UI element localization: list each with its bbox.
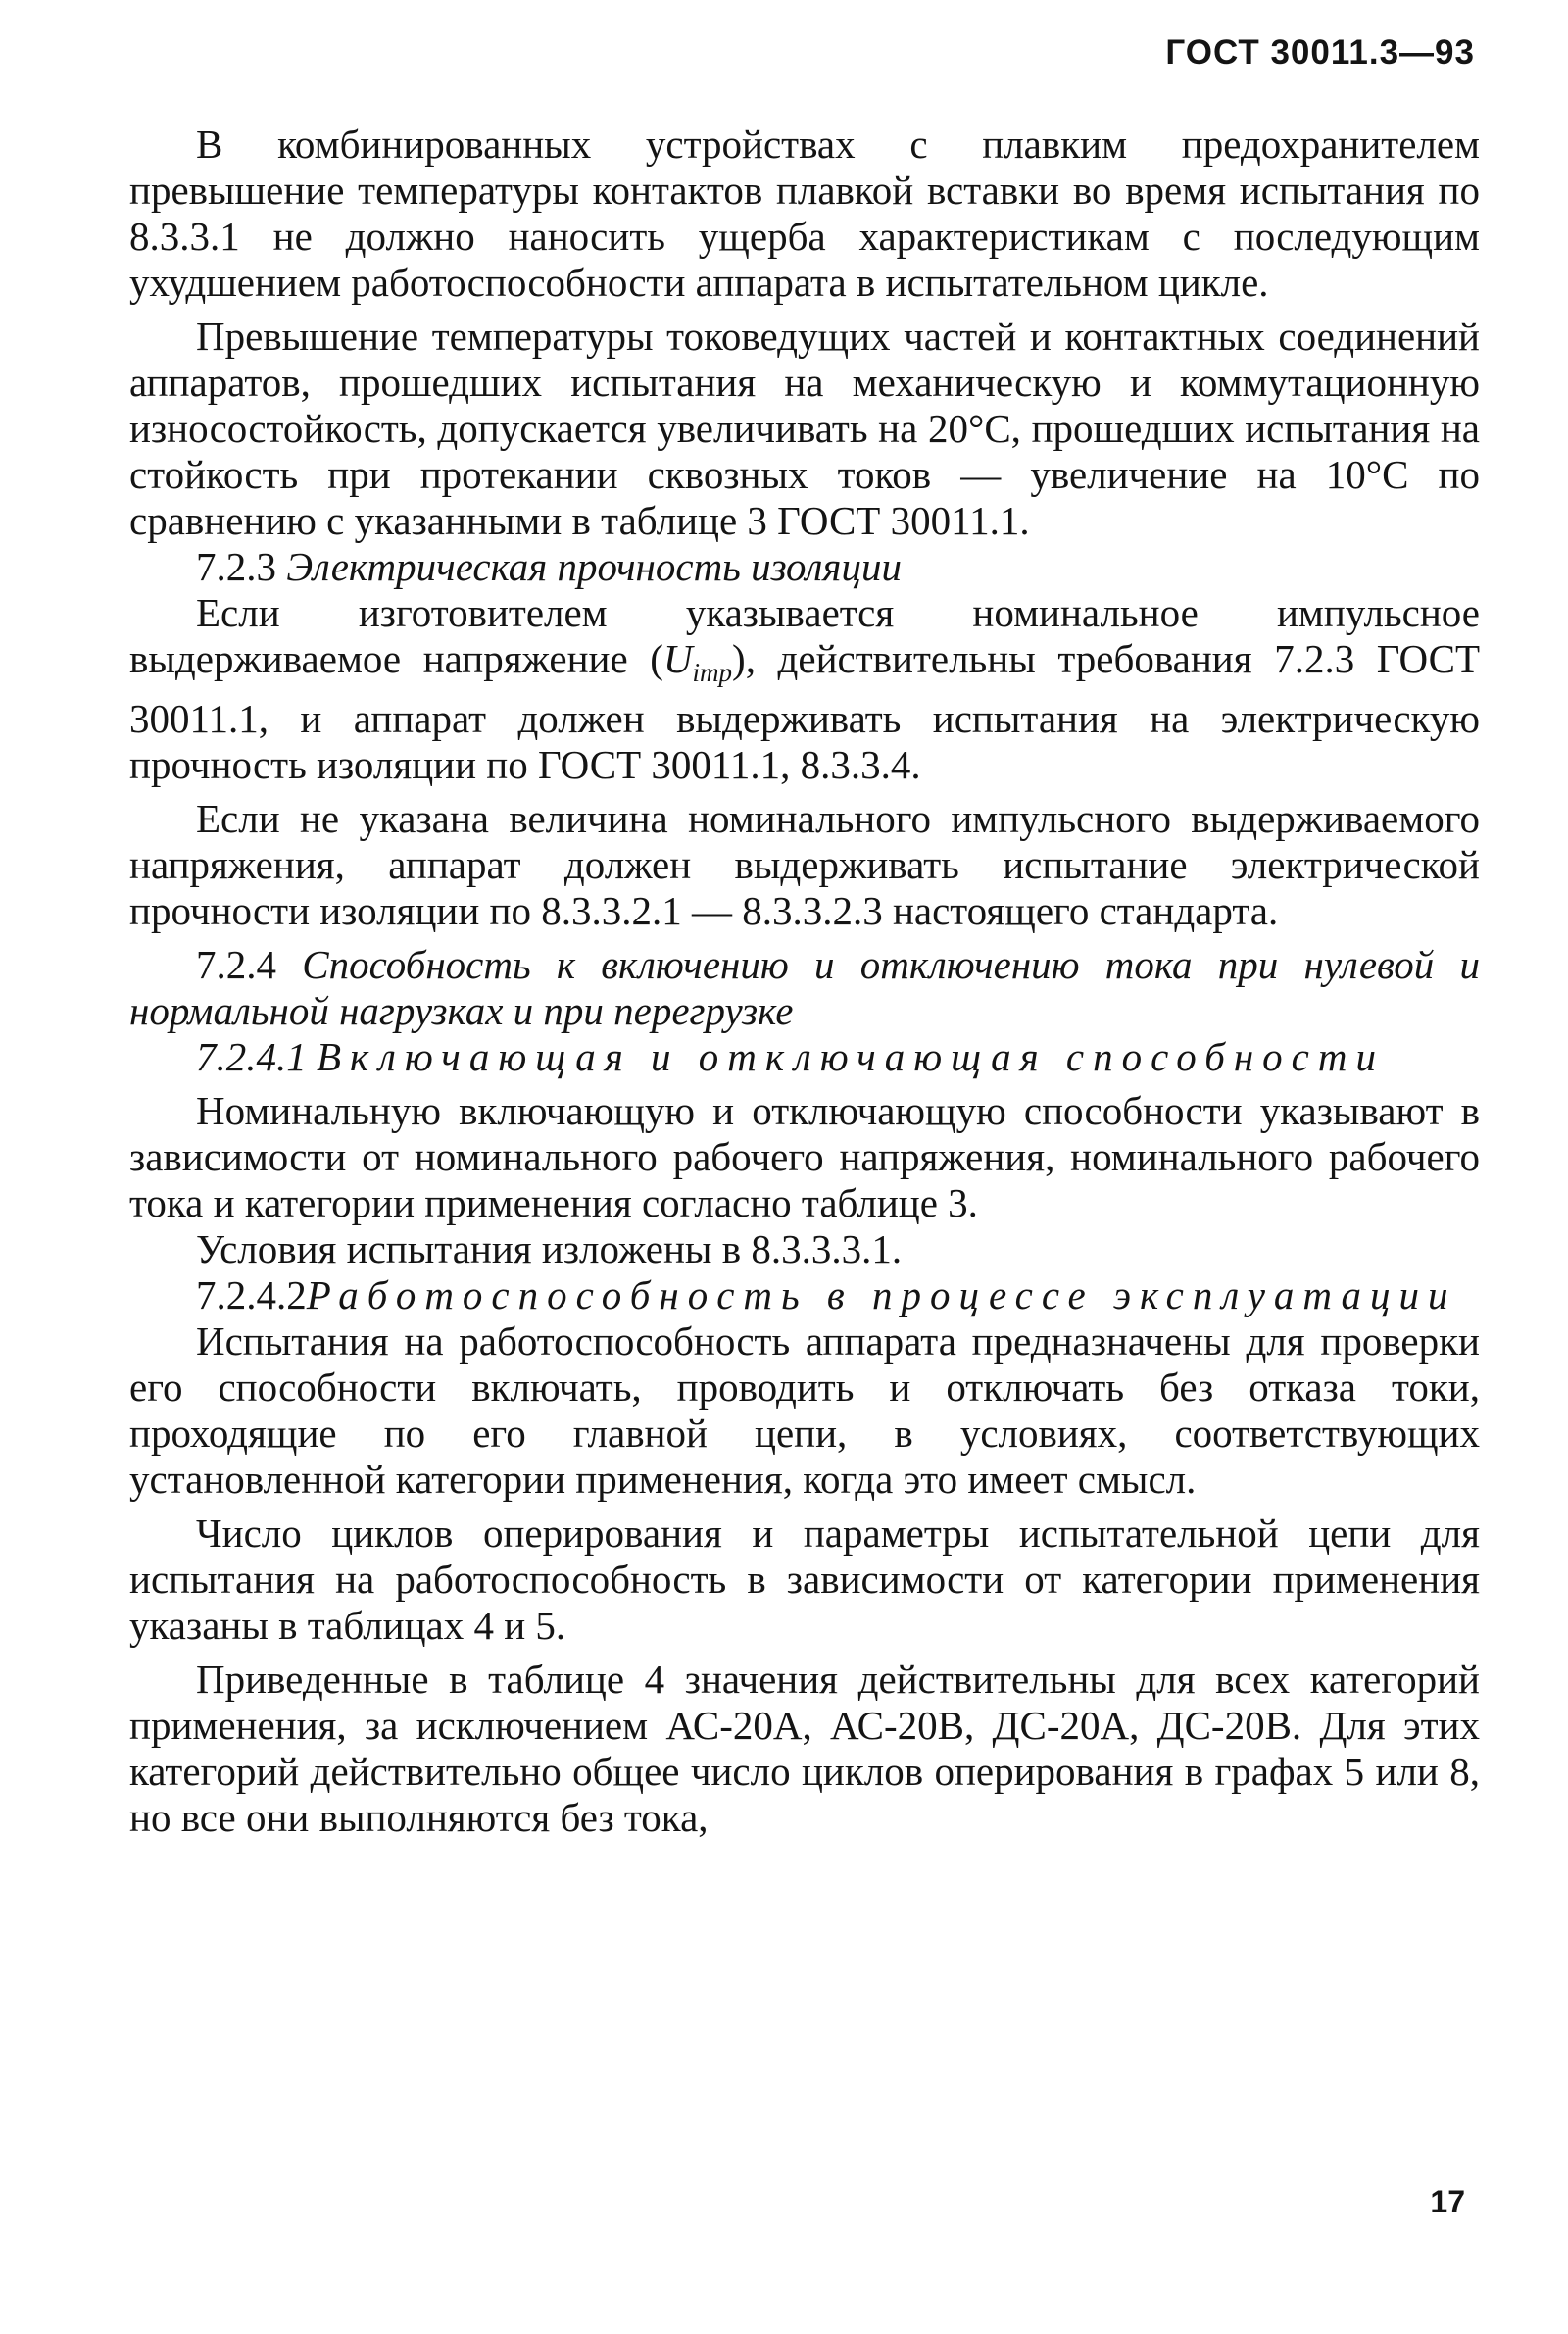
paragraph-operational-tests: Испытания на работоспособность аппарата предназначены для проверки его способности включать, проводить и отключать без отказа токи, проходящие по его главной цепи, в условиях, соответствующих установленной категории применения, когда это имеет смысл. [129,1318,1480,1503]
paragraph-test-conditions: Условия испытания изложены в 8.3.3.3.1. [196,1226,903,1272]
paragraph-no-impulse-value: Если не указана величина номинального импульсного выдерживаемого напряжения, аппарат должен выдерживать испытание электрической прочности изоляции по 8.3.3.2.1 — 8.3.3.2.3 настоящего стандарта. [129,796,1480,934]
page-number: 17 [1430,2184,1465,2219]
paragraph-fuse-contacts: В комбинированных устройствах с плавким предохранителем превышение температуры контактов плавкой вставки во время испытания по 8.3.3.1 не должно наносить ущерба характеристикам с последующим ухудшением работоспособности аппарата в испытательном цикле. [129,122,1480,305]
paragraph-rated-capacity: Номинальную включающую и отключающую способности указывают в зависимости от номинального рабочего напряжения, номинального рабочего тока и категории применения согласно таблице 3. [129,1088,1480,1226]
section-title: Работоспособность в процессе эксплуатации [306,1272,1457,1318]
voltage-symbol: U [662,636,693,681]
section-number: 7.2.4.1 [196,1034,307,1080]
paragraph-impulse-voltage [129,590,1480,788]
section-heading-7-2-4-2 [129,1272,1480,1318]
section-title: Способность к включению и отключению тока при нулевой и нормальной нагрузках и при перегрузке [129,942,1480,1034]
voltage-subscript: imp [692,658,733,688]
paragraph-text: ), действительны требования 7.2.3 ГОСТ 30011.1, и аппарат должен выдерживать испытания на электрическую прочность изоляции по ГОСТ 30011.1, 8.3.3.4. [129,636,1480,788]
paragraph-table-4-values: Приведенные в таблице 4 значения действительны для всех категорий применения, за исключением АС-20А, АС-20В, ДС-20А, ДС-20В. Для этих категорий действительно общее число циклов оперирования в графах 5 или 8, но все они выполняются без тока, [129,1657,1480,1841]
section-number: 7.2.4 [196,942,276,988]
section-number: 7.2.3 [196,544,276,589]
section-heading-7-2-4 [129,942,1480,1034]
section-number: 7.2.4.2 [196,1272,307,1318]
document-body [129,122,1480,1841]
page-header-standard-code: ГОСТ 30011.3—93 [1165,33,1475,72]
section-title: Электрическая прочность изоляции [286,544,902,589]
paragraph-operating-cycles: Число циклов оперирования и параметры испытательной цепи для испытания на работоспособность в зависимости от категории применения указаны в таблицах 4 и 5. [129,1511,1480,1649]
section-heading-7-2-4-1 [129,1034,1480,1080]
paragraph-text: Если изготовителем указывается номинальное импульсное выдерживаемое напряжение ( [129,590,1480,681]
section-title: Включающая и отключающая способности [317,1034,1385,1080]
paragraph-temperature-rise: Превышение температуры токоведущих частей и контактных соединений аппаратов, прошедших испытания на механическую и коммутационную износостойкость, допускается увеличивать на 20°С, прошедших испытания на стойкость при протекании сквозных токов — увеличение на 10°С по сравнению с указанными в таблице 3 ГОСТ 30011.1. [129,314,1480,543]
section-heading-7-2-3 [129,544,1480,590]
